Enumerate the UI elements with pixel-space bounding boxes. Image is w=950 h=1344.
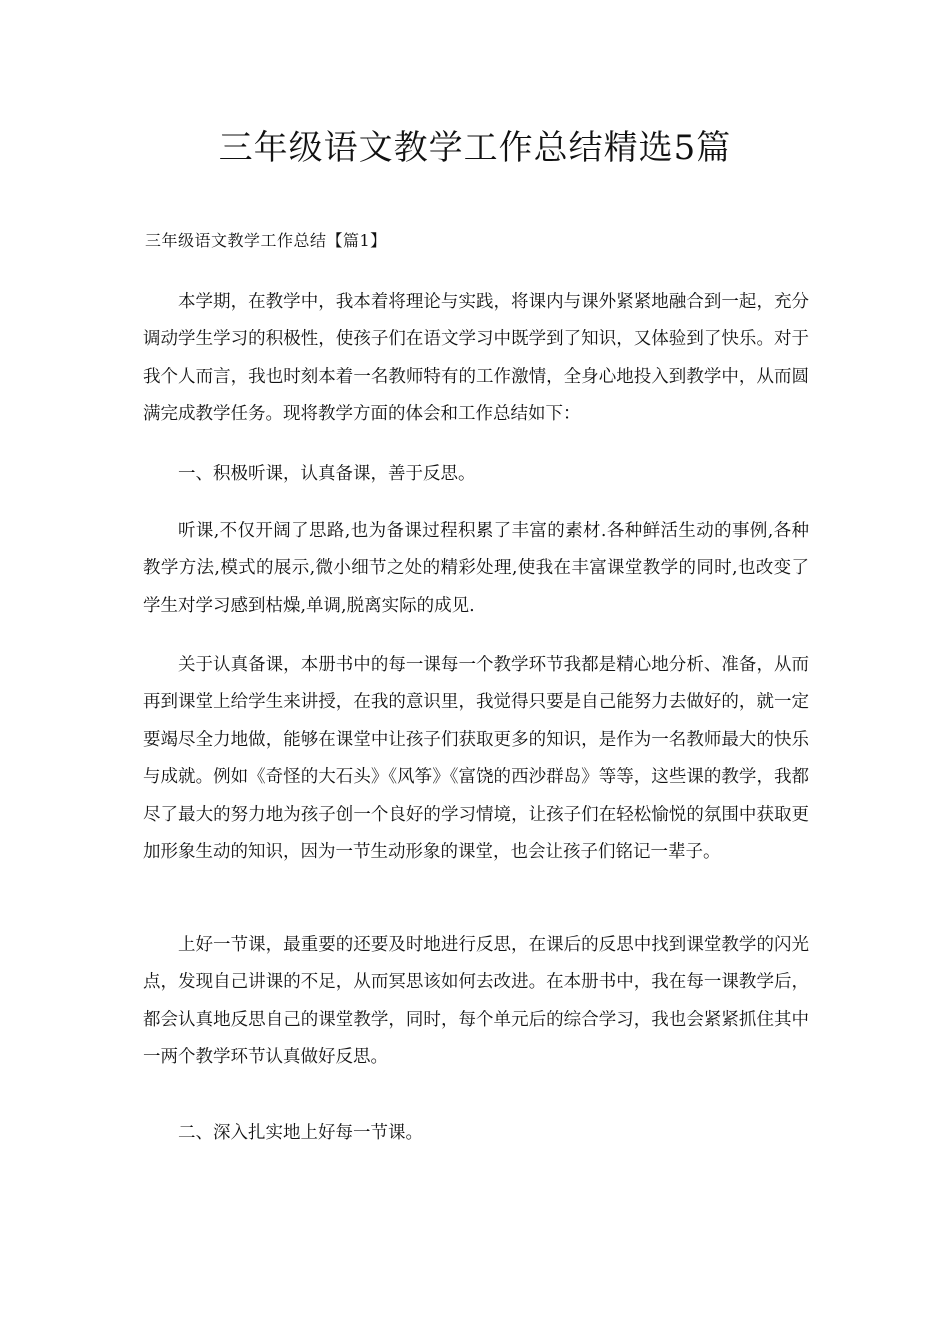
paragraph-reflection: 上好一节课，最重要的还要及时地进行反思，在课后的反思中找到课堂教学的闪光点，发现自己讲课的不足，从而冥思该如何去改进。在本册书中，我在每一课教学后，都会认真地反思自己的课堂教学，同时，每个单元后的综合学习，我也会紧紧抓住其中一两个教学环节认真做好反思。 bbox=[143, 935, 809, 1068]
paragraph-preparation: 关于认真备课，本册书中的每一课每一个教学环节我都是精心地分析、准备，从而再到课堂上给学生来讲授，在我的意识里，我觉得只要是自己能努力去做好的，就一定要竭尽全力地做，能够在课堂中让孩子们获取更多的知识，是作为一名教师最大的快乐与成就。例如《奇怪的大石头》《风筝》《富饶的西沙群岛》等等，这些课的教学，我都尽了最大的努力地为孩子创一个良好的学习情境，让孩子们在轻松愉悦的氛围中获取更加形象生动的知识，因为一节生动形象的课堂，也会让孩子们铭记一辈子。 bbox=[143, 655, 809, 863]
subheading-one: 一、积极听课，认真备课，善于反思。 bbox=[178, 464, 476, 484]
subheading-two: 二、深入扎实地上好每一节课。 bbox=[178, 1123, 423, 1143]
paragraph-listening: 听课,不仅开阔了思路,也为备课过程积累了丰富的素材.各种鲜活生动的事例,各种教学方法,模式的展示,微小细节之处的精彩处理,使我在丰富课堂教学的同时,也改变了学生对学习感到枯燥,单调,脱离实际的成见. bbox=[143, 521, 809, 616]
document-title: 三年级语文教学工作总结精选5篇 bbox=[218, 128, 732, 168]
paragraph-intro: 本学期，在教学中，我本着将理论与实践，将课内与课外紧紧地融合到一起，充分调动学生学习的积极性，使孩子们在语文学习中既学到了知识，又体验到了快乐。对于我个人而言，我也时刻本着一名教师特有的工作激情，全身心地投入到教学中，从而圆满完成教学任务。现将教学方面的体会和工作总结如下： bbox=[143, 292, 809, 425]
section-heading: 三年级语文教学工作总结【篇1】 bbox=[145, 231, 387, 250]
